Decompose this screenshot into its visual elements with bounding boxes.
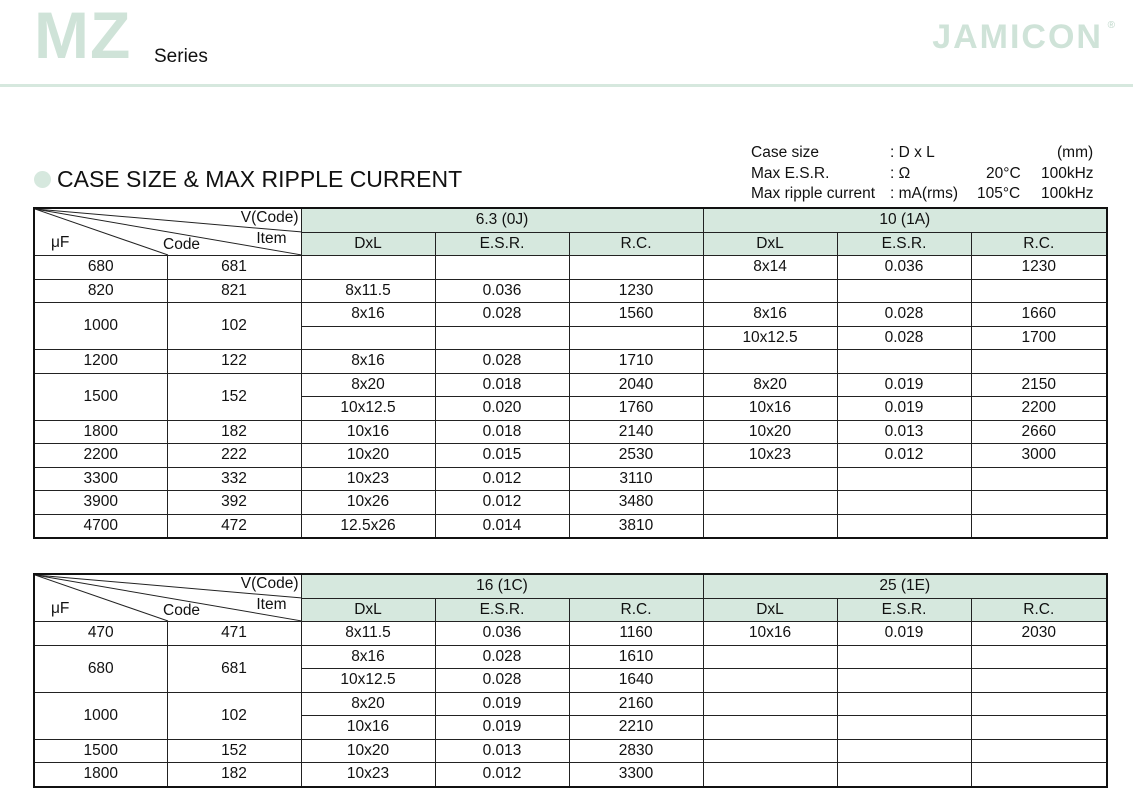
legend-ripple-temp: 105°C: [977, 185, 1021, 202]
rc-cell: 1230: [971, 256, 1107, 280]
dxl-cell: 10x20: [301, 444, 435, 468]
legend-esr-value: : Ω: [890, 164, 911, 182]
corner-code-label: Code: [163, 236, 201, 253]
table-row: [34, 491, 1107, 515]
corner-uf-label: μF: [51, 234, 70, 251]
rc-cell: 2150: [971, 373, 1107, 397]
capacitance-cell: 2200: [34, 444, 167, 468]
esr-cell: 0.015: [435, 444, 569, 468]
esr-cell: 0.019: [837, 622, 971, 646]
code-cell: 152: [167, 739, 301, 763]
capacitance-cell: 680: [34, 645, 167, 692]
dxl-cell: 8x16: [301, 645, 435, 669]
code-cell: 472: [167, 514, 301, 538]
esr-cell: [435, 326, 569, 350]
rc-cell: [569, 256, 703, 280]
section-title: [34, 166, 462, 193]
capacitance-cell: 4700: [34, 514, 167, 538]
dxl-cell: 10x16: [301, 420, 435, 444]
column-header-rc: R.C.: [569, 232, 703, 256]
capacitance-cell: 1000: [34, 692, 167, 739]
legend-case-size-label: Case size: [751, 144, 820, 161]
dxl-cell: [703, 350, 837, 374]
rc-cell: 2210: [569, 716, 703, 740]
voltage-group-header: 10 (1A): [703, 208, 1107, 232]
esr-cell: 0.020: [435, 397, 569, 421]
voltage-group-header: 6.3 (0J): [301, 208, 703, 232]
esr-cell: 0.028: [837, 326, 971, 350]
code-cell: 681: [167, 645, 301, 692]
dxl-cell: 10x23: [301, 763, 435, 787]
esr-cell: [837, 467, 971, 491]
table-row: [34, 739, 1107, 763]
esr-cell: 0.013: [435, 739, 569, 763]
legend-case-size-value: : D x L: [890, 144, 935, 161]
rc-cell: [569, 326, 703, 350]
rc-cell: 3810: [569, 514, 703, 538]
dxl-cell: 10x23: [301, 467, 435, 491]
rc-cell: [971, 467, 1107, 491]
table-row: [34, 303, 1107, 327]
dxl-cell: [703, 514, 837, 538]
dxl-cell: [301, 326, 435, 350]
esr-cell: [837, 350, 971, 374]
bullet-dot-icon: [34, 171, 51, 188]
corner-item-label: Item: [256, 230, 287, 247]
esr-cell: 0.012: [837, 444, 971, 468]
column-header-dxl: DxL: [703, 598, 837, 622]
column-header-esr: E.S.R.: [435, 232, 569, 256]
dxl-cell: 10x12.5: [301, 397, 435, 421]
esr-cell: [837, 669, 971, 693]
dxl-cell: 8x20: [703, 373, 837, 397]
dxl-cell: 10x23: [703, 444, 837, 468]
rc-cell: 2830: [569, 739, 703, 763]
dxl-cell: 10x16: [703, 622, 837, 646]
esr-cell: [837, 716, 971, 740]
esr-cell: [837, 692, 971, 716]
rc-cell: 1700: [971, 326, 1107, 350]
esr-cell: 0.019: [435, 716, 569, 740]
rc-cell: [971, 350, 1107, 374]
dxl-cell: [703, 491, 837, 515]
code-cell: 471: [167, 622, 301, 646]
corner-item-label: Item: [256, 596, 287, 613]
rc-cell: [971, 739, 1107, 763]
rc-cell: [971, 669, 1107, 693]
capacitance-cell: 1800: [34, 420, 167, 444]
code-cell: 102: [167, 303, 301, 350]
ripple-table-1: [33, 207, 1108, 539]
legend-esr-label: Max E.S.R.: [751, 164, 830, 182]
esr-cell: [837, 739, 971, 763]
capacitance-cell: 820: [34, 279, 167, 303]
brand-logo: JAMICON: [932, 18, 1103, 56]
corner-voltage-code-label: V(Code): [240, 575, 299, 592]
code-cell: 392: [167, 491, 301, 515]
rc-cell: [971, 279, 1107, 303]
dxl-cell: [703, 763, 837, 787]
capacitance-cell: 1000: [34, 303, 167, 350]
rc-cell: 3480: [569, 491, 703, 515]
esr-cell: 0.014: [435, 514, 569, 538]
esr-cell: [837, 491, 971, 515]
dxl-cell: 8x16: [301, 350, 435, 374]
esr-cell: 0.028: [435, 645, 569, 669]
rc-cell: 2030: [971, 622, 1107, 646]
esr-cell: 0.012: [435, 467, 569, 491]
table-row: [34, 763, 1107, 787]
rc-cell: 1660: [971, 303, 1107, 327]
rc-cell: 3110: [569, 467, 703, 491]
capacitance-cell: 3300: [34, 467, 167, 491]
dxl-cell: [703, 716, 837, 740]
esr-cell: 0.012: [435, 491, 569, 515]
code-cell: 102: [167, 692, 301, 739]
dxl-cell: 8x20: [301, 692, 435, 716]
rc-cell: 2530: [569, 444, 703, 468]
esr-cell: 0.036: [435, 279, 569, 303]
table-corner-header: [34, 574, 301, 622]
table-row: [34, 692, 1107, 716]
dxl-cell: [703, 645, 837, 669]
table-body: [34, 256, 1107, 539]
dxl-cell: 10x20: [301, 739, 435, 763]
esr-cell: 0.018: [435, 420, 569, 444]
dxl-cell: 10x16: [703, 397, 837, 421]
rc-cell: [971, 514, 1107, 538]
series-code: MZ: [34, 0, 132, 72]
rc-cell: 2660: [971, 420, 1107, 444]
column-header-dxl: DxL: [703, 232, 837, 256]
column-header-rc: R.C.: [971, 598, 1107, 622]
table-row: [34, 622, 1107, 646]
table-corner-header: [34, 208, 301, 256]
dxl-cell: 8x20: [301, 373, 435, 397]
rc-cell: [971, 645, 1107, 669]
code-cell: 152: [167, 373, 301, 420]
dxl-cell: [703, 279, 837, 303]
esr-cell: [837, 279, 971, 303]
table-row: [34, 256, 1107, 280]
esr-cell: 0.012: [435, 763, 569, 787]
esr-cell: [837, 514, 971, 538]
rc-cell: [971, 692, 1107, 716]
voltage-group-header: 16 (1C): [301, 574, 703, 598]
dxl-cell: 10x12.5: [703, 326, 837, 350]
capacitance-cell: 1500: [34, 373, 167, 420]
esr-cell: 0.028: [837, 303, 971, 327]
rc-cell: 1160: [569, 622, 703, 646]
code-cell: 122: [167, 350, 301, 374]
table-row: [34, 514, 1107, 538]
esr-cell: 0.019: [837, 373, 971, 397]
series-word: Series: [154, 46, 208, 67]
rc-cell: 1610: [569, 645, 703, 669]
column-header-esr: E.S.R.: [837, 598, 971, 622]
legend-ripple-value: : mA(rms): [890, 185, 959, 202]
rc-cell: 2140: [569, 420, 703, 444]
column-header-rc: R.C.: [971, 232, 1107, 256]
dxl-cell: 8x14: [703, 256, 837, 280]
dxl-cell: 12.5x26: [301, 514, 435, 538]
rc-cell: 3300: [569, 763, 703, 787]
esr-cell: 0.019: [435, 692, 569, 716]
rc-cell: 1230: [569, 279, 703, 303]
capacitance-cell: 1200: [34, 350, 167, 374]
rc-cell: 3000: [971, 444, 1107, 468]
legend-esr-freq: 100kHz: [1041, 164, 1094, 182]
ripple-table-2: [33, 573, 1108, 788]
esr-cell: 0.019: [837, 397, 971, 421]
table-row: [34, 373, 1107, 397]
rc-cell: 1640: [569, 669, 703, 693]
dxl-cell: 10x20: [703, 420, 837, 444]
capacitance-cell: 1500: [34, 739, 167, 763]
dxl-cell: 8x16: [703, 303, 837, 327]
esr-cell: 0.013: [837, 420, 971, 444]
table-row: [34, 279, 1107, 303]
code-cell: 332: [167, 467, 301, 491]
rc-cell: [971, 763, 1107, 787]
rc-cell: 2200: [971, 397, 1107, 421]
esr-cell: 0.018: [435, 373, 569, 397]
code-cell: 821: [167, 279, 301, 303]
column-header-dxl: DxL: [301, 232, 435, 256]
dxl-cell: 8x11.5: [301, 279, 435, 303]
esr-cell: 0.036: [435, 622, 569, 646]
capacitance-cell: 680: [34, 256, 167, 280]
esr-cell: 0.028: [435, 350, 569, 374]
table-row: [34, 467, 1107, 491]
legend-ripple-label: Max ripple current: [751, 185, 876, 202]
esr-cell: 0.028: [435, 303, 569, 327]
dxl-cell: [703, 669, 837, 693]
capacitance-cell: 470: [34, 622, 167, 646]
code-cell: 182: [167, 763, 301, 787]
dxl-cell: 8x16: [301, 303, 435, 327]
column-header-rc: R.C.: [569, 598, 703, 622]
rc-cell: 2040: [569, 373, 703, 397]
dxl-cell: [703, 467, 837, 491]
capacitance-cell: 3900: [34, 491, 167, 515]
code-cell: 182: [167, 420, 301, 444]
table-row: [34, 420, 1107, 444]
table-row: [34, 645, 1107, 669]
code-cell: 681: [167, 256, 301, 280]
rc-cell: [971, 716, 1107, 740]
dxl-cell: [703, 739, 837, 763]
esr-cell: [837, 645, 971, 669]
rc-cell: [971, 491, 1107, 515]
rc-cell: 1760: [569, 397, 703, 421]
section-title-text: CASE SIZE & MAX RIPPLE CURRENT: [57, 166, 463, 192]
capacitance-cell: 1800: [34, 763, 167, 787]
corner-voltage-code-label: V(Code): [240, 209, 299, 226]
column-header-dxl: DxL: [301, 598, 435, 622]
corner-code-label: Code: [163, 602, 201, 619]
column-header-esr: E.S.R.: [435, 598, 569, 622]
code-cell: 222: [167, 444, 301, 468]
esr-cell: 0.036: [837, 256, 971, 280]
esr-cell: [435, 256, 569, 280]
registered-mark: ®: [1107, 20, 1115, 31]
dxl-cell: 10x16: [301, 716, 435, 740]
dxl-cell: 10x26: [301, 491, 435, 515]
esr-cell: 0.028: [435, 669, 569, 693]
dxl-cell: 8x11.5: [301, 622, 435, 646]
rc-cell: 1710: [569, 350, 703, 374]
dxl-cell: [301, 256, 435, 280]
header-divider: [0, 84, 1133, 87]
legend-ripple-freq: 100kHz: [1041, 185, 1094, 202]
table-row: [34, 350, 1107, 374]
rc-cell: 2160: [569, 692, 703, 716]
esr-cell: [837, 763, 971, 787]
table-row: [34, 444, 1107, 468]
legend-esr-temp: 20°C: [986, 164, 1021, 182]
dxl-cell: [703, 692, 837, 716]
legend-case-size-unit: (mm): [1057, 144, 1094, 161]
dxl-cell: 10x12.5: [301, 669, 435, 693]
table-body: [34, 622, 1107, 787]
corner-uf-label: μF: [51, 600, 70, 617]
voltage-group-header: 25 (1E): [703, 574, 1107, 598]
column-header-esr: E.S.R.: [837, 232, 971, 256]
rc-cell: 1560: [569, 303, 703, 327]
